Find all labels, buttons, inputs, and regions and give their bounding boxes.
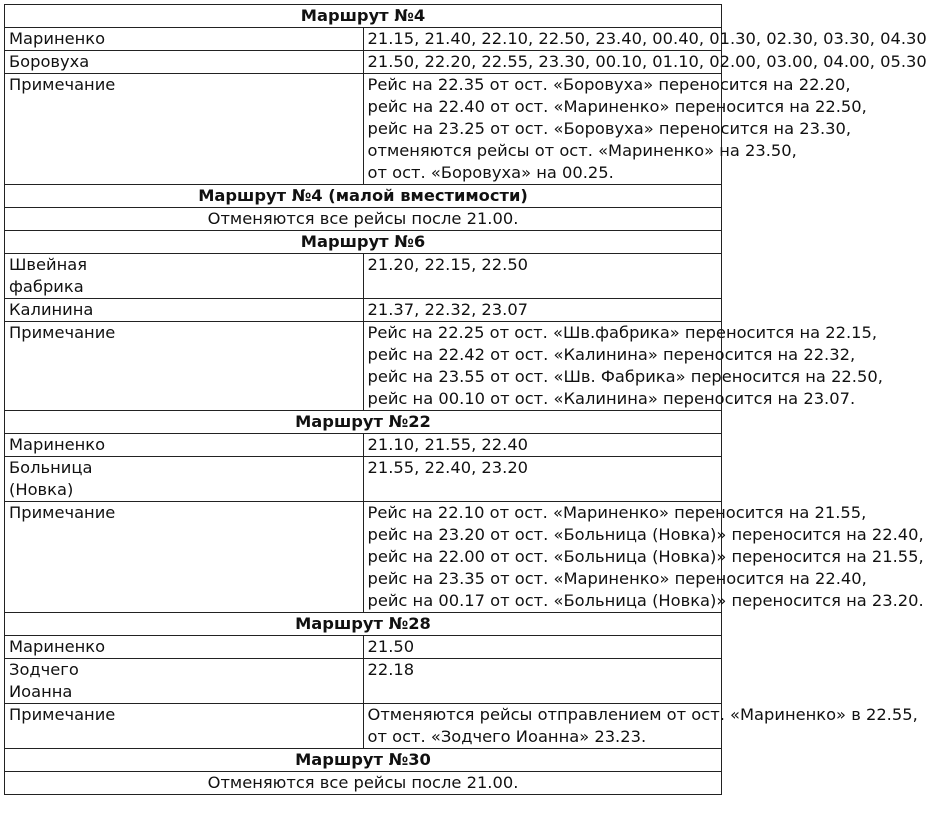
table-row bbox=[5, 28, 722, 51]
departure-times: 21.37, 22.32, 23.07 bbox=[363, 299, 722, 322]
table-row bbox=[5, 457, 722, 502]
section-header-row bbox=[5, 231, 722, 254]
note-line: Рейс на 22.25 от ост. «Шв.фабрика» переносится на 22.15, bbox=[367, 323, 878, 342]
note-line: рейс на 22.42 от ост. «Калинина» переносится на 22.32, bbox=[367, 345, 856, 364]
note-line: от ост. «Боровуха» на 00.25. bbox=[367, 163, 614, 182]
note-line: рейс на 22.40 от ост. «Мариненко» переносится на 22.50, bbox=[367, 97, 867, 116]
note-label: Примечание bbox=[5, 74, 364, 185]
note-line: рейс на 23.55 от ост. «Шв. Фабрика» переносится на 22.50, bbox=[367, 367, 883, 386]
route-title: Маршрут №28 bbox=[5, 613, 722, 636]
stop-name-line: Зодчего bbox=[9, 660, 79, 679]
departure-times: 21.15, 21.40, 22.10, 22.50, 23.40, 00.40, 01.30, 02.30, 03.30, 04.30 bbox=[363, 28, 722, 51]
stop-name: Калинина bbox=[5, 299, 364, 322]
table-row bbox=[5, 636, 722, 659]
route-title: Маршрут №4 bbox=[5, 5, 722, 28]
schedule-table bbox=[4, 4, 927, 795]
route-notice: Отменяются все рейсы после 21.00. bbox=[5, 772, 722, 795]
note-line: Рейс на 22.10 от ост. «Мариненко» переносится на 21.55, bbox=[367, 503, 867, 522]
notice-row bbox=[5, 208, 722, 231]
note-label: Примечание bbox=[5, 322, 364, 411]
section-header-row bbox=[5, 749, 722, 772]
note-label: Примечание bbox=[5, 704, 364, 749]
stop-name bbox=[5, 254, 364, 299]
note-text bbox=[363, 502, 924, 613]
stop-name: Мариненко bbox=[5, 636, 364, 659]
departure-times: 21.50, 22.20, 22.55, 23.30, 00.10, 01.10, 02.00, 03.00, 04.00, 05.30 bbox=[363, 51, 722, 74]
note-line: Отменяются рейсы отправлением от ост. «Мариненко» в 22.55, bbox=[367, 705, 918, 724]
stop-name: Мариненко bbox=[5, 28, 364, 51]
schedule-sheet bbox=[4, 4, 927, 795]
route-title: Маршрут №4 (малой вместимости) bbox=[5, 185, 722, 208]
stop-name: Боровуха bbox=[5, 51, 364, 74]
table-row bbox=[5, 51, 722, 74]
note-text bbox=[363, 322, 883, 411]
table-row bbox=[5, 659, 722, 704]
section-header-row bbox=[5, 185, 722, 208]
route-title: Маршрут №22 bbox=[5, 411, 722, 434]
stop-name-line: Иоанна bbox=[9, 682, 73, 701]
stop-name-line: Больница bbox=[9, 458, 93, 477]
section-header-row bbox=[5, 5, 722, 28]
stop-name-line: Швейная bbox=[9, 255, 88, 274]
note-row bbox=[5, 74, 722, 185]
departure-times: 21.50 bbox=[363, 636, 722, 659]
note-line: рейс на 22.00 от ост. «Больница (Новка)» переносится на 21.55, bbox=[367, 547, 924, 566]
note-line: рейс на 23.35 от ост. «Мариненко» переносится на 22.40, bbox=[367, 569, 867, 588]
note-label: Примечание bbox=[5, 502, 364, 613]
table-row bbox=[5, 434, 722, 457]
departure-times: 21.10, 21.55, 22.40 bbox=[363, 434, 722, 457]
stop-name: Мариненко bbox=[5, 434, 364, 457]
table-row bbox=[5, 254, 722, 299]
note-row bbox=[5, 502, 722, 613]
route-notice: Отменяются все рейсы после 21.00. bbox=[5, 208, 722, 231]
note-text bbox=[363, 704, 918, 749]
note-line: рейс на 00.17 от ост. «Больница (Новка)» переносится на 23.20. bbox=[367, 591, 924, 610]
section-header-row bbox=[5, 411, 722, 434]
stop-name bbox=[5, 659, 364, 704]
note-text bbox=[363, 74, 867, 185]
note-line: рейс на 23.25 от ост. «Боровуха» переносится на 23.30, bbox=[367, 119, 852, 138]
note-line: отменяются рейсы от ост. «Мариненко» на 23.50, bbox=[367, 141, 797, 160]
route-title: Маршрут №6 bbox=[5, 231, 722, 254]
note-line: рейс на 23.20 от ост. «Больница (Новка)» переносится на 22.40, bbox=[367, 525, 924, 544]
table-row bbox=[5, 299, 722, 322]
departure-times: 21.20, 22.15, 22.50 bbox=[363, 254, 722, 299]
notice-row bbox=[5, 772, 722, 795]
note-line: от ост. «Зодчего Иоанна» 23.23. bbox=[367, 727, 647, 746]
stop-name bbox=[5, 457, 364, 502]
note-line: рейс на 00.10 от ост. «Калинина» переносится на 23.07. bbox=[367, 389, 856, 408]
stop-name-line: (Новка) bbox=[9, 480, 74, 499]
note-row bbox=[5, 704, 722, 749]
departure-times: 22.18 bbox=[363, 659, 722, 704]
route-title: Маршрут №30 bbox=[5, 749, 722, 772]
note-line: Рейс на 22.35 от ост. «Боровуха» переносится на 22.20, bbox=[367, 75, 851, 94]
stop-name-line: фабрика bbox=[9, 277, 84, 296]
departure-times: 21.55, 22.40, 23.20 bbox=[363, 457, 722, 502]
section-header-row bbox=[5, 613, 722, 636]
note-row bbox=[5, 322, 722, 411]
